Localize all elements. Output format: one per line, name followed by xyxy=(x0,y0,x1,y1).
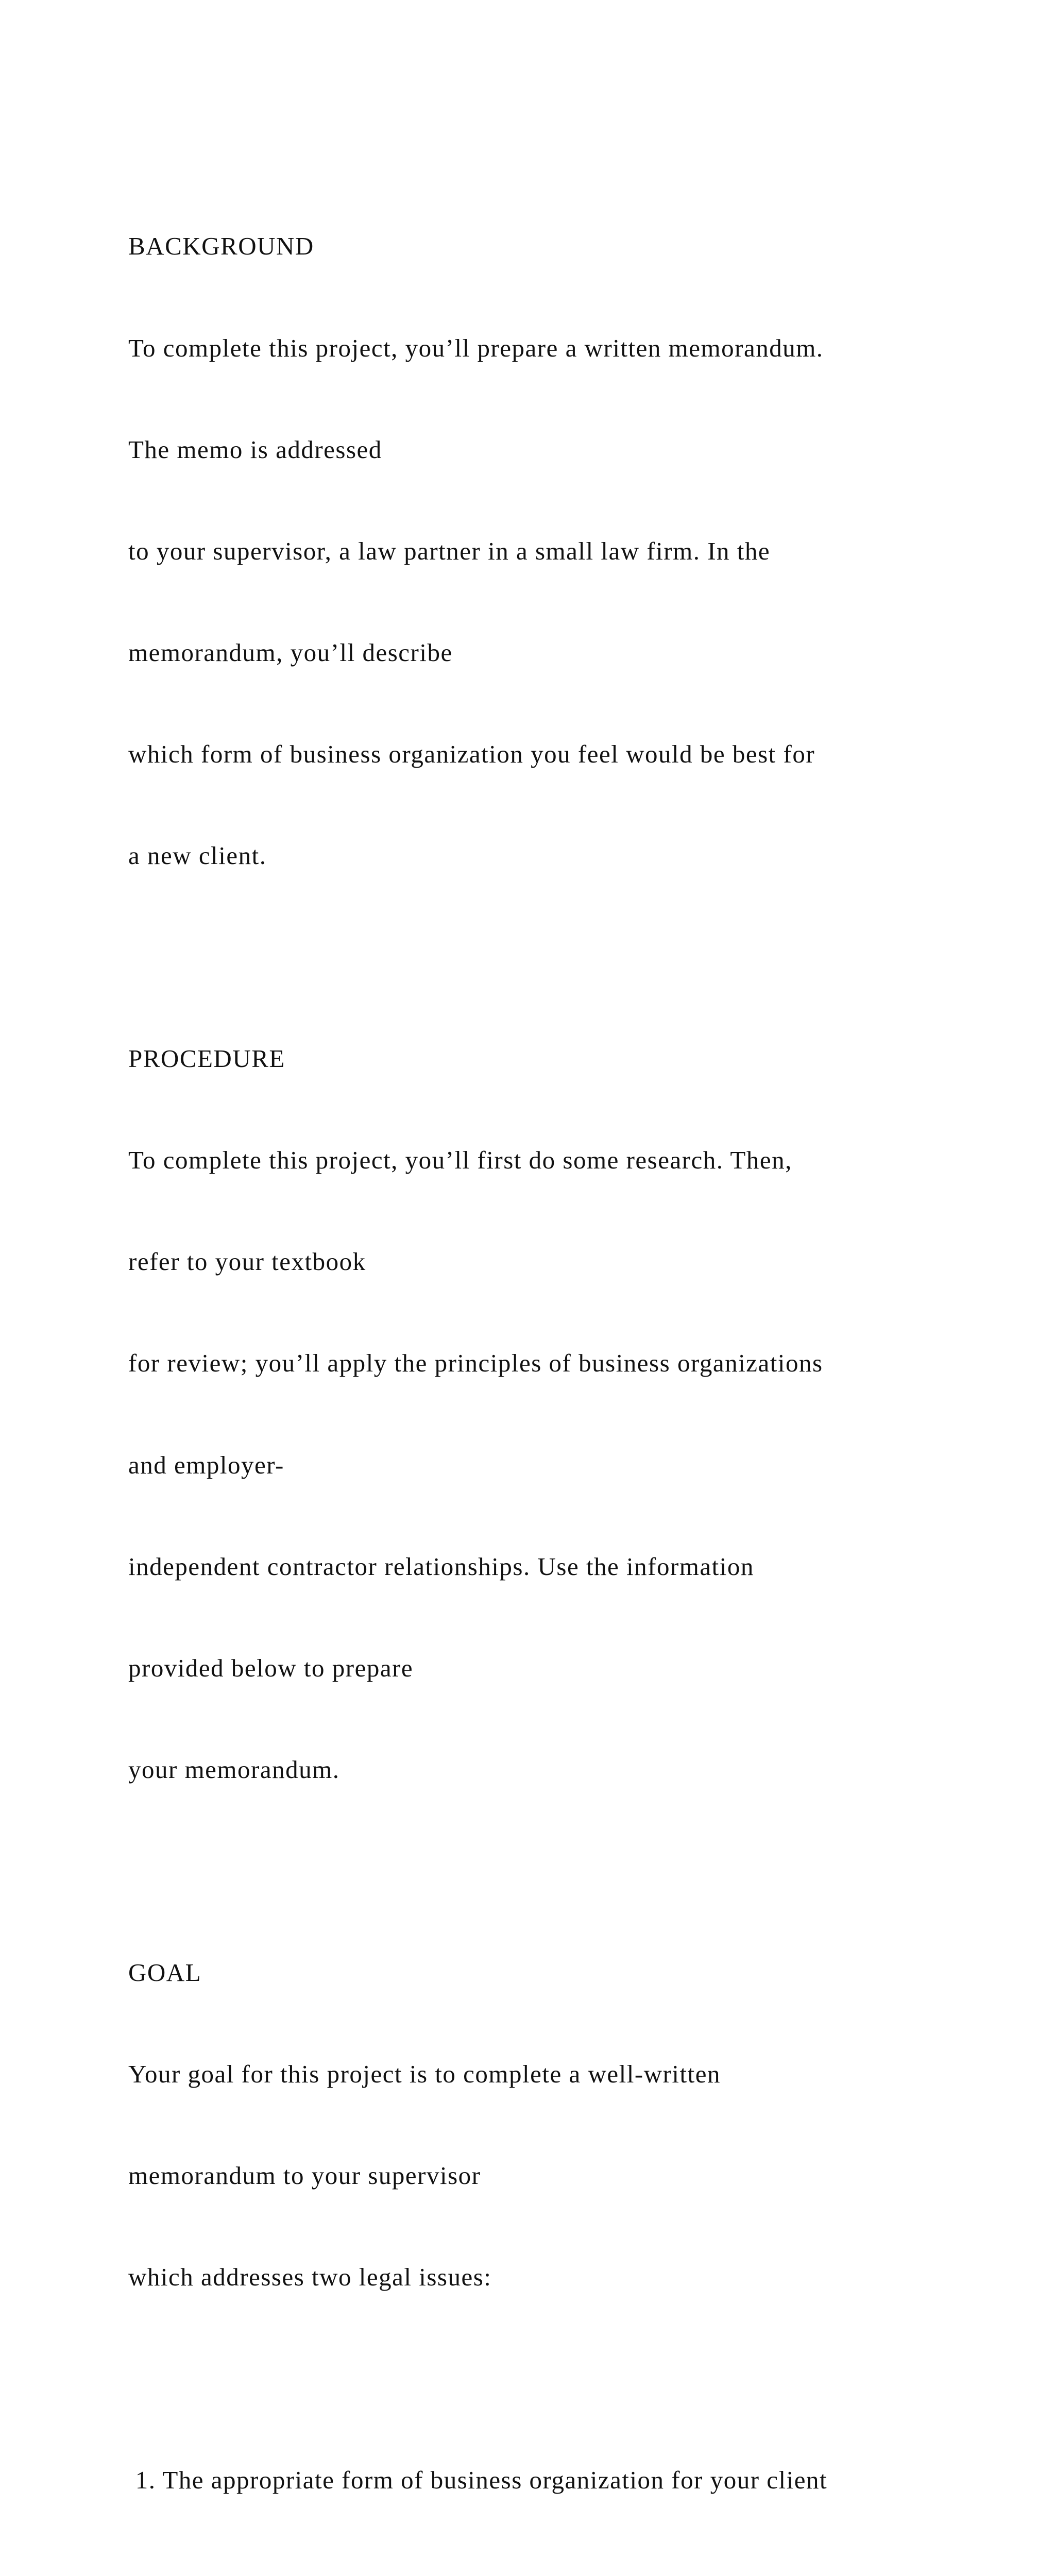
text-line: which form of business organization you feel would be best for xyxy=(128,739,815,768)
text-line: to your supervisor, a law partner in a small law firm. In the xyxy=(128,536,771,565)
list-item-1: 1. The appropriate form of business organization for your client xyxy=(128,2466,828,2495)
text-line: The memo is addressed xyxy=(128,435,382,464)
blank-line xyxy=(128,1854,1004,1888)
blank-line xyxy=(128,2362,1004,2396)
text-line: To complete this project, you’ll first do some research. Then, xyxy=(128,1146,792,1175)
heading-goal: GOAL xyxy=(128,1958,202,1987)
text-line: memorandum, you’ll describe xyxy=(128,638,453,667)
text-line: your memorandum. xyxy=(128,1755,340,1784)
text-line: memorandum to your supervisor xyxy=(128,2161,481,2190)
blank-line xyxy=(128,2565,1004,2576)
text-line: a new client. xyxy=(128,841,267,870)
text-line: To complete this project, you’ll prepare a written memorandum. xyxy=(128,333,824,362)
text-line: and employer- xyxy=(128,1450,284,1479)
heading-procedure: PROCEDURE xyxy=(128,1044,285,1073)
text-line: Your goal for this project is to complete a well-written xyxy=(128,2060,721,2089)
text-line: independent contractor relationships. Use the information xyxy=(128,1552,754,1581)
text-line: refer to your textbook xyxy=(128,1247,366,1276)
text-line: which addresses two legal issues: xyxy=(128,2263,492,2292)
text-line: provided below to prepare xyxy=(128,1653,414,1682)
text-line: for review; you’ll apply the principles of business organizations xyxy=(128,1349,823,1378)
document-body xyxy=(128,162,1004,2576)
blank-line xyxy=(128,940,1004,974)
heading-background: BACKGROUND xyxy=(128,232,314,261)
